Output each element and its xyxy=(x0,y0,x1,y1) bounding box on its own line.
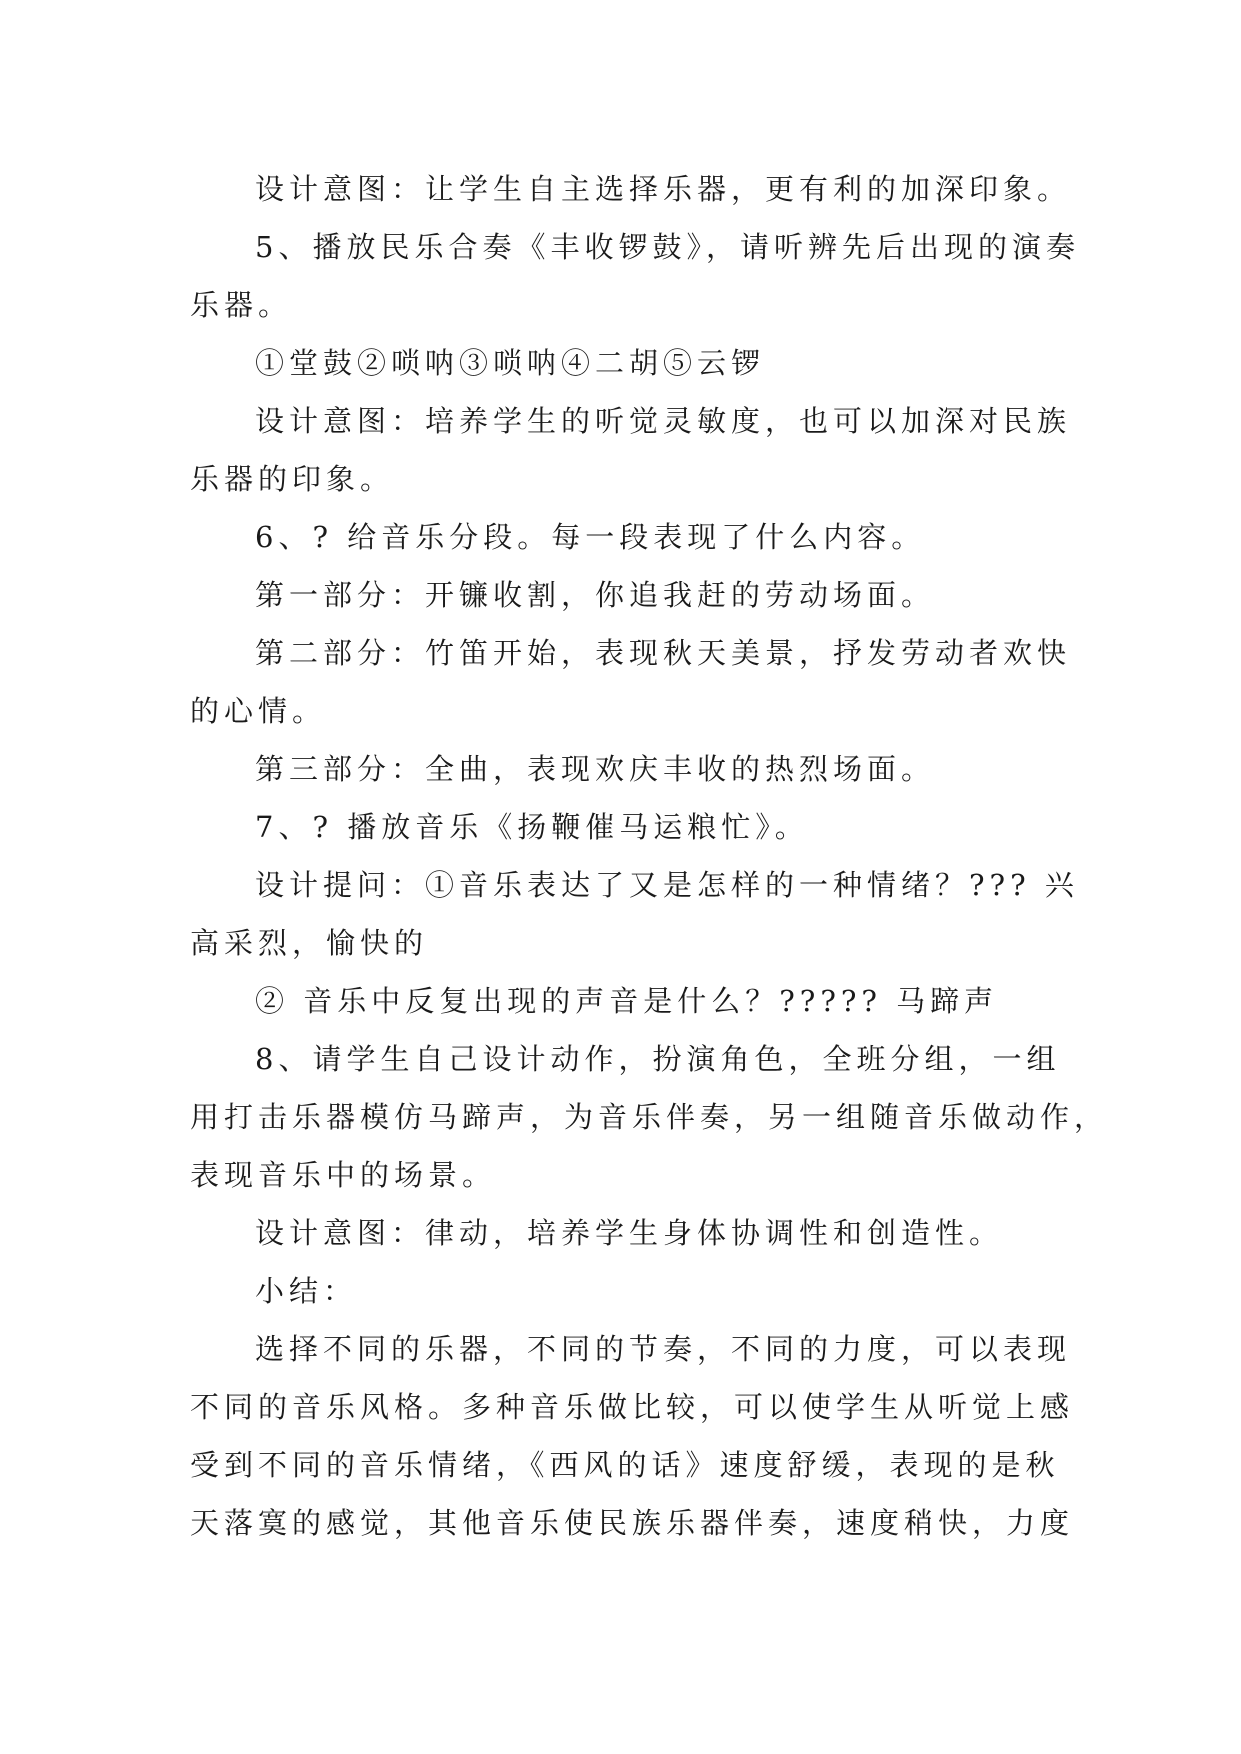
paragraph-summary-cont-2: 受到不同的音乐情绪，《西风的话》速度舒缓，表现的是秋 xyxy=(190,1448,1060,1482)
paragraph-step-8-cont-1: 用打击乐器模仿马蹄声，为音乐伴奏，另一组随音乐做动作， xyxy=(190,1100,1109,1134)
paragraph-step-7: 7、? 播放音乐《扬鞭催马运粮忙》。 xyxy=(255,810,809,844)
paragraph-design-intent-1: 设计意图：让学生自主选择乐器，更有利的加深印象。 xyxy=(255,172,1072,206)
paragraph-summary: 选择不同的乐器，不同的节奏，不同的力度，可以表现 xyxy=(255,1332,1072,1366)
paragraph-part-3: 第三部分：全曲，表现欢庆丰收的热烈场面。 xyxy=(255,752,936,786)
paragraph-step-5-cont: 乐器。 xyxy=(190,288,293,322)
paragraph-part-1: 第一部分：开镰收割，你追我赶的劳动场面。 xyxy=(255,578,936,612)
paragraph-summary-cont-3: 天落寞的感觉，其他音乐使民族乐器伴奏，速度稍快，力度 xyxy=(190,1506,1075,1540)
paragraph-design-question-1: 设计提问：①音乐表达了又是怎样的一种情绪？??? 兴 xyxy=(255,868,1079,902)
paragraph-part-2-cont: 的心情。 xyxy=(190,694,327,728)
document-body xyxy=(190,160,1109,1552)
paragraph-design-question-2: ② 音乐中反复出现的声音是什么？????? 马蹄声 xyxy=(255,984,999,1018)
paragraph-part-2: 第二部分：竹笛开始，表现秋天美景，抒发劳动者欢快 xyxy=(255,636,1072,670)
paragraph-step-6: 6、? 给音乐分段。每一段表现了什么内容。 xyxy=(255,520,926,554)
paragraph-design-intent-3: 设计意图：律动，培养学生身体协调性和创造性。 xyxy=(255,1216,1004,1250)
paragraph-step-8-cont-2: 表现音乐中的场景。 xyxy=(190,1158,497,1192)
paragraph-design-intent-2-cont: 乐器的印象。 xyxy=(190,462,395,496)
paragraph-design-intent-2: 设计意图：培养学生的听觉灵敏度，也可以加深对民族 xyxy=(255,404,1072,438)
paragraph-step-8: 8、请学生自己设计动作，扮演角色，全班分组，一组 xyxy=(255,1042,1061,1076)
instrument-list: ①堂鼓②唢呐③唢呐④二胡⑤云锣 xyxy=(255,346,766,380)
paragraph-design-question-1-cont: 高采烈，愉快的 xyxy=(190,926,429,960)
summary-heading: 小结： xyxy=(255,1274,358,1308)
paragraph-step-5: 5、播放民乐合奏《丰收锣鼓》，请听辨先后出现的演奏 xyxy=(255,230,1080,264)
paragraph-summary-cont-1: 不同的音乐风格。多种音乐做比较，可以使学生从听觉上感 xyxy=(190,1390,1075,1424)
